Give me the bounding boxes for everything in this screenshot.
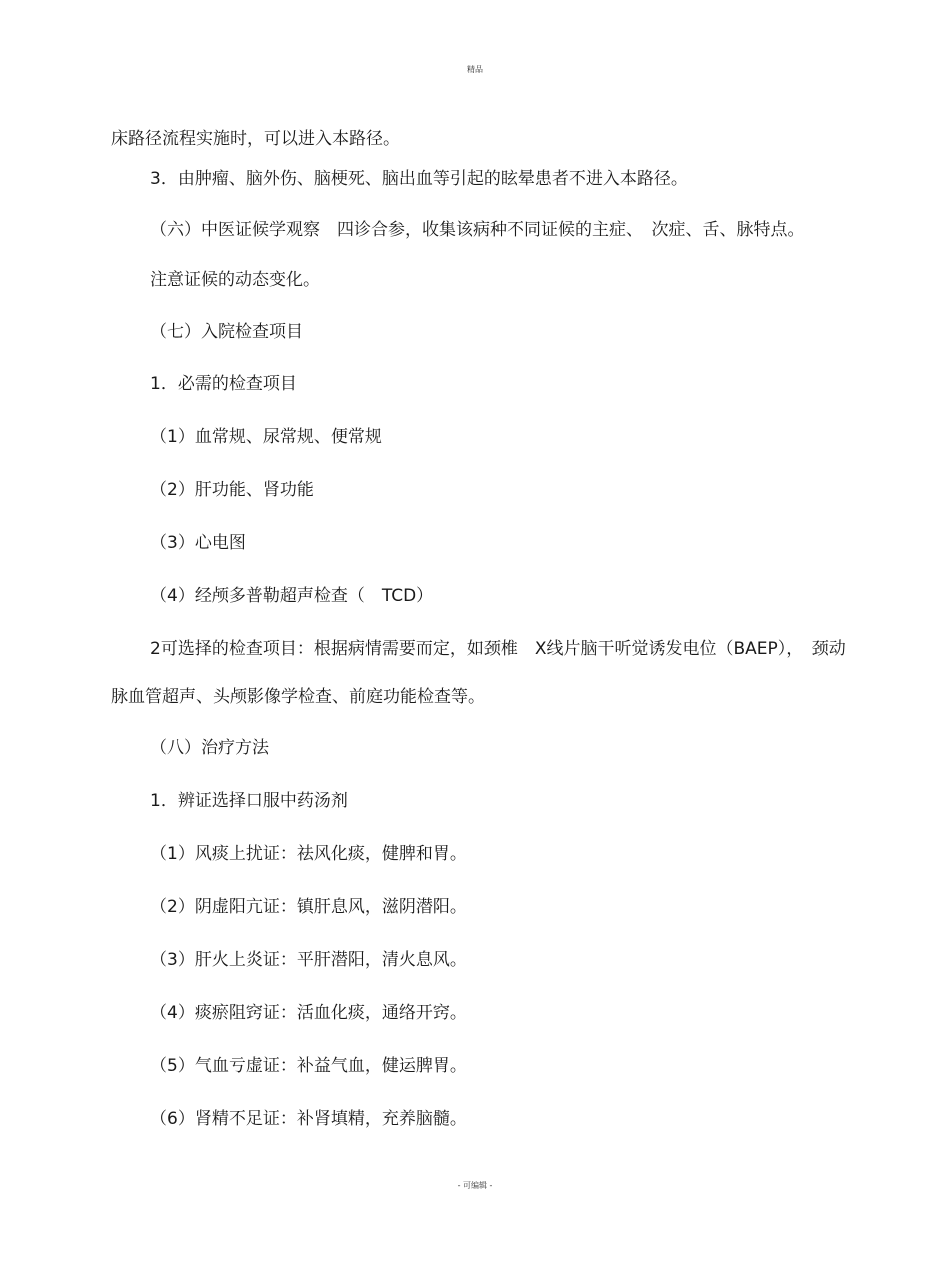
list-item: （3）心电图	[150, 533, 246, 553]
list-item: （4）经颅多普勒超声检查（ TCD）	[150, 586, 434, 606]
text-line: 1．必需的检查项目	[150, 374, 297, 394]
section-heading: （六）中医证候学观察 四诊合参，收集该病种不同证候的主症、 次症、舌、脉特点。	[150, 220, 805, 240]
section-heading: （七）入院检查项目	[150, 322, 303, 342]
list-item: （1）血常规、尿常规、便常规	[150, 427, 382, 447]
list-item: （2）阴虚阳亢证：镇肝息风，滋阴潜阳。	[150, 897, 467, 917]
list-item: （5）气血亏虚证：补益气血，健运脾胃。	[150, 1056, 467, 1076]
list-item: （3）肝火上炎证：平肝潜阳，清火息风。	[150, 950, 467, 970]
text-line: 脉血管超声、头颅影像学检查、前庭功能检查等。	[111, 687, 485, 707]
text-line: 注意证候的动态变化。	[150, 270, 320, 290]
page-header: 精品	[467, 65, 483, 74]
text-line: 2可选择的检查项目：根据病情需要而定，如颈椎 X线片脑干听觉诱发电位（BAEP）， 颈动	[150, 639, 846, 659]
text-line: 1．辨证选择口服中药汤剂	[150, 791, 348, 811]
list-item: （1）风痰上扰证：祛风化痰，健脾和胃。	[150, 844, 467, 864]
list-item: （6）肾精不足证：补肾填精，充养脑髓。	[150, 1109, 467, 1129]
text-line: 3．由肿瘤、脑外伤、脑梗死、脑出血等引起的眩晕患者不进入本路径。	[150, 169, 688, 189]
list-item: （2）肝功能、肾功能	[150, 480, 314, 500]
page-footer: - 可编辑 -	[457, 1181, 493, 1190]
text-line: 床路径流程实施时，可以进入本路径。	[111, 129, 400, 149]
section-heading: （八）治疗方法	[150, 738, 269, 758]
list-item: （4）痰瘀阻窍证：活血化痰，通络开窍。	[150, 1003, 467, 1023]
